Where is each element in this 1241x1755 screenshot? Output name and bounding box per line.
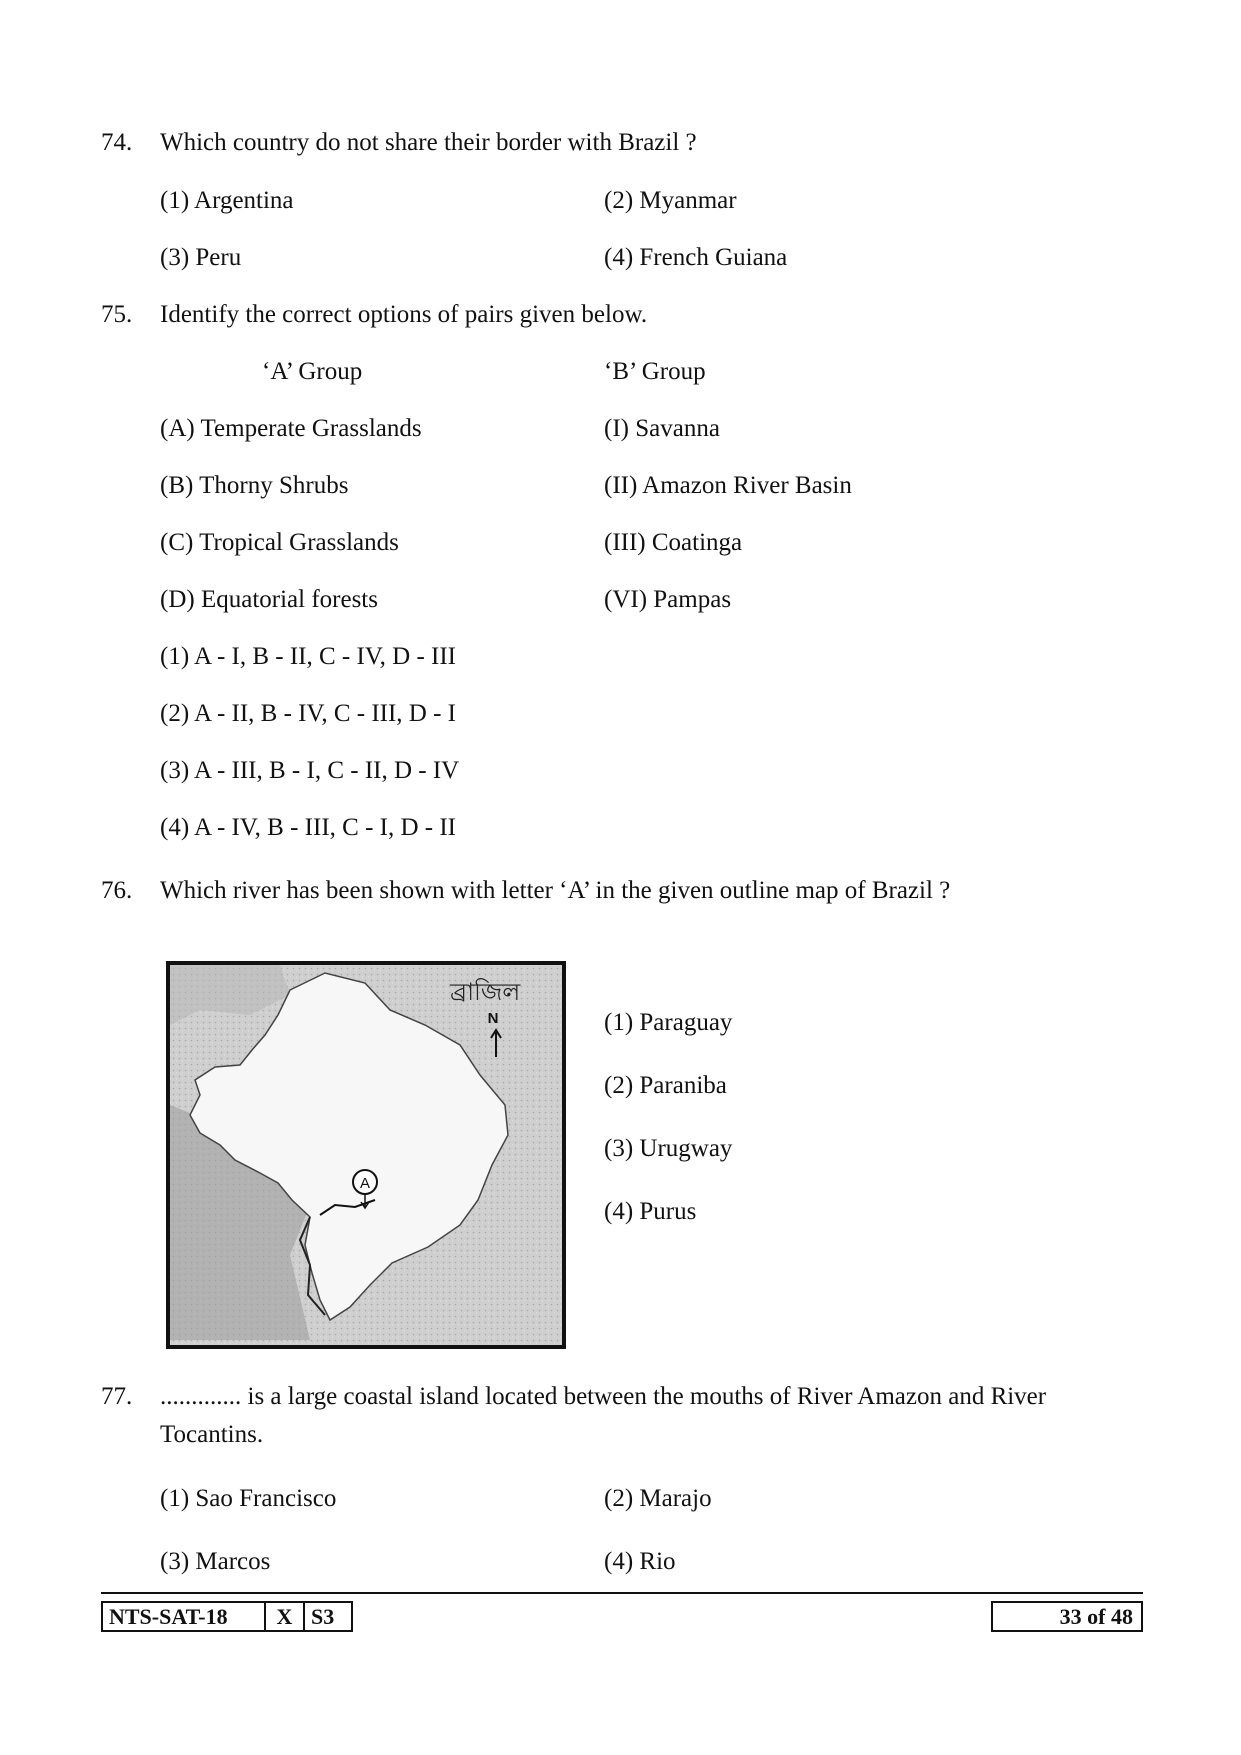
group-a-item: (C) Tropical Grasslands [160,529,399,556]
q74-option-1: (1) Argentina [160,187,294,214]
q75-option-4: (4) A - IV, B - III, C - I, D - II [160,814,457,841]
q77-option-3: (3) Marcos [160,1548,271,1575]
q77-option-2: (2) Marajo [604,1485,712,1512]
question-77-number: 77. [101,1383,133,1410]
question-74-text: Which country do not share their border with Brazil ? [160,129,697,156]
question-75-text: Identify the correct options of pairs given below. [160,301,648,328]
marker-a-label: A [359,1175,371,1192]
footer-code-box [101,1601,353,1632]
q77-option-1: (1) Sao Francisco [160,1485,337,1512]
group-a-header: ‘A’ Group [262,358,363,385]
q75-option-2: (2) A - II, B - IV, C - III, D - I [160,700,457,727]
group-b-item: (III) Coatinga [604,529,743,556]
group-a-item: (A) Temperate Grasslands [160,415,422,442]
group-a-item: (B) Thorny Shrubs [160,472,349,499]
q75-option-3: (3) A - III, B - I, C - II, D - IV [160,757,460,784]
page-number-box [991,1601,1143,1632]
question-74-number: 74. [101,129,133,156]
question-76-text: Which river has been shown with letter ‘A’ in the given outline map of Brazil ? [160,877,951,904]
q74-option-4: (4) French Guiana [604,244,788,271]
section-label: S3 [303,1603,351,1630]
group-a-item: (D) Equatorial forests [160,586,378,613]
paper-code: NTS-SAT-18 [109,1603,228,1629]
group-b-header: ‘B’ Group [604,358,706,385]
map-title: ব্রাজিল [450,978,521,1006]
q74-option-3: (3) Peru [160,244,242,271]
page-number: 33 of 48 [1059,1603,1133,1629]
group-b-item: (I) Savanna [604,415,720,442]
footer-rule [101,1592,1143,1594]
q75-option-1: (1) A - I, B - II, C - IV, D - III [160,643,457,670]
q74-option-2: (2) Myanmar [604,187,737,214]
q77-option-4: (4) Rio [604,1548,676,1575]
question-75-number: 75. [101,301,133,328]
question-77-text-line2: Tocantins. [160,1421,264,1448]
question-76-number: 76. [101,877,133,904]
q76-option-2: (2) Paraniba [604,1072,727,1099]
brazil-outline-map [160,955,572,1355]
q76-option-3: (3) Urugway [604,1135,733,1162]
q76-option-4: (4) Purus [604,1198,697,1225]
class-label: X [264,1603,303,1630]
q76-option-1: (1) Paraguay [604,1009,733,1036]
north-label: N [487,1010,499,1027]
group-b-item: (VI) Pampas [604,586,732,613]
group-b-item: (II) Amazon River Basin [604,472,852,499]
question-77-text-line1: ............. is a large coastal island located between the mouths of River Amazon and River [160,1383,1047,1410]
